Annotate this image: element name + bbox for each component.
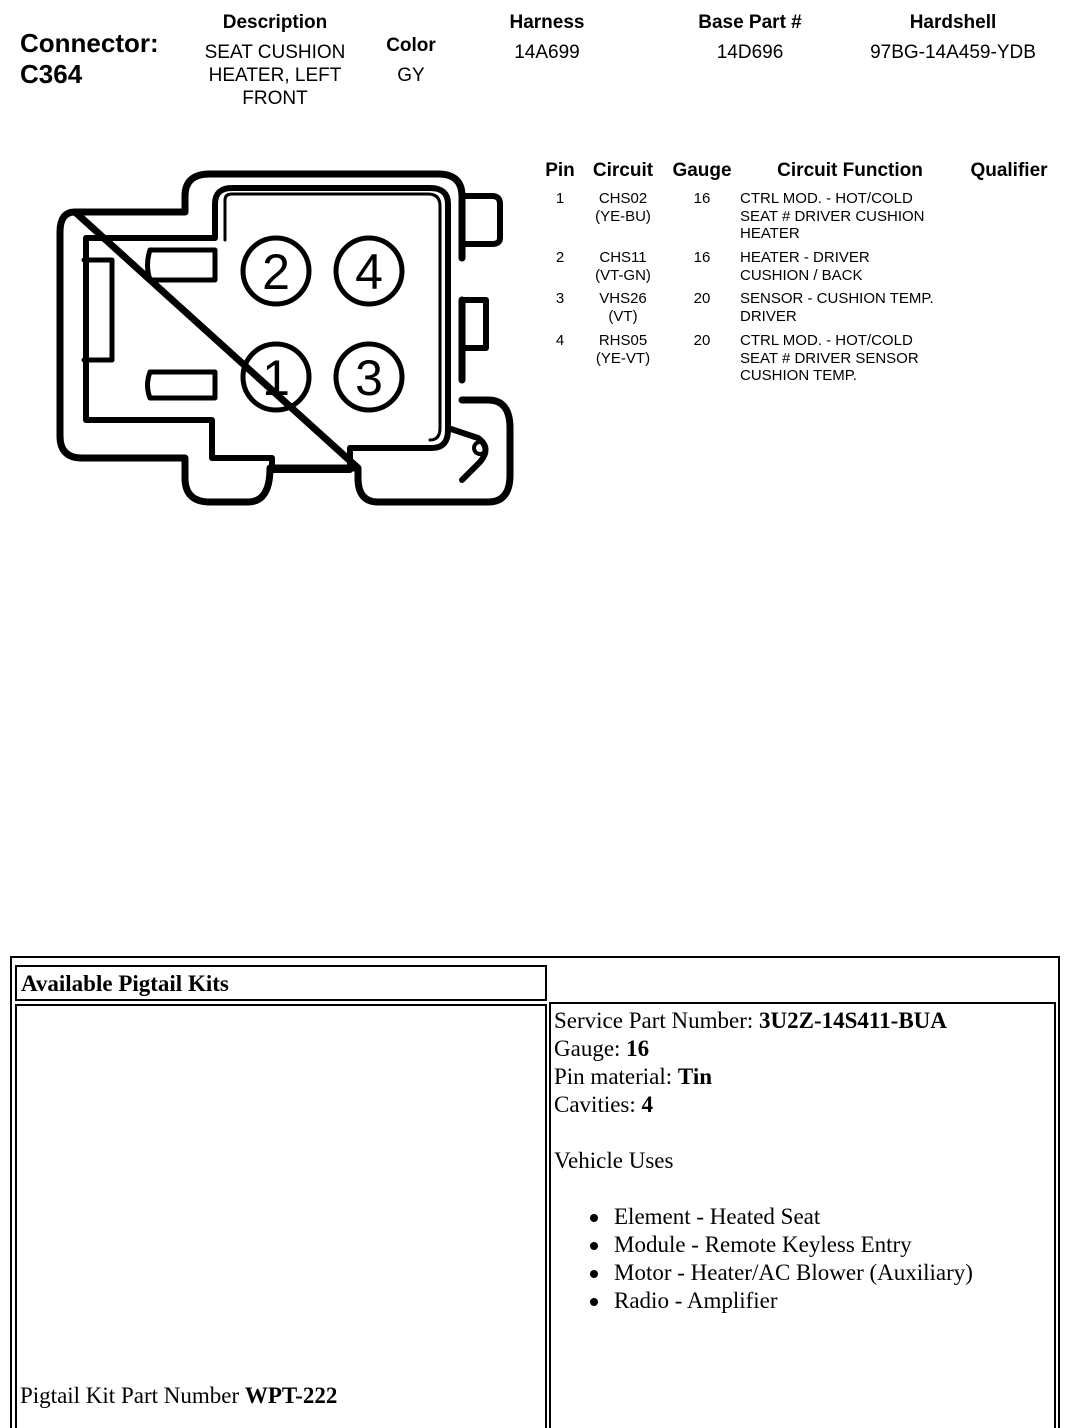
kit-part-value: WPT-222 <box>244 1383 338 1408</box>
connector-face-diagram <box>0 140 540 520</box>
function-line: HEATER - DRIVER <box>740 249 870 266</box>
pin-circuit <box>583 190 663 225</box>
color-value: GY <box>397 65 425 86</box>
list-item <box>614 1259 973 1287</box>
function-line: DRIVER <box>740 307 797 325</box>
function-line: HEATER <box>740 225 800 242</box>
function-line: CTRL MOD. - HOT/COLD <box>740 190 913 207</box>
pin-number: 2 <box>555 249 565 266</box>
pin-number: 3 <box>555 290 565 307</box>
description-line: FRONT <box>242 88 308 109</box>
bullet-icon <box>590 1270 598 1278</box>
gauge-label: Gauge: <box>554 1036 621 1061</box>
harness-header: Harness <box>509 12 585 33</box>
function-line: SEAT # DRIVER SENSOR <box>740 349 919 367</box>
housing-outer-outline <box>60 174 510 502</box>
pigtail-kits-title-cell <box>15 965 547 1001</box>
function-line: SENSOR - CUSHION TEMP. <box>740 290 934 307</box>
gauge-row <box>554 1035 973 1063</box>
left-latch <box>148 250 216 398</box>
pin-number: 1 <box>555 190 565 207</box>
connector-title <box>20 28 159 90</box>
function-line: CUSHION TEMP. <box>740 367 857 384</box>
hardshell-value: 97BG-14A459-YDB <box>870 42 1036 63</box>
base-part-value: 14D696 <box>716 42 784 63</box>
circuit-code: CHS02 <box>598 190 648 207</box>
pin-gauge: 16 <box>693 190 711 207</box>
pin-number: 4 <box>555 332 565 349</box>
pin-function <box>740 249 970 284</box>
keying-dot <box>474 442 486 454</box>
col-circuit-header: Circuit <box>592 160 654 181</box>
cavities-label: Cavities: <box>554 1092 636 1117</box>
pin-function <box>740 290 970 325</box>
pin-function <box>740 190 970 243</box>
circuit-color: (YE-VT) <box>595 349 651 367</box>
connector-id: C364 <box>20 59 83 89</box>
circuit-color: (YE-BU) <box>595 207 651 225</box>
vehicle-use-text: Element - Heated Seat <box>614 1204 821 1229</box>
spec-list <box>554 1007 973 1315</box>
pin-circuit <box>583 249 663 284</box>
function-line: CUSHION / BACK <box>740 266 863 284</box>
cavity-label-2: 2 <box>262 244 290 300</box>
list-item <box>614 1231 973 1259</box>
housing-inner-outline <box>86 188 448 470</box>
vehicle-use-text: Radio - Amplifier <box>614 1288 778 1313</box>
pin-gauge: 20 <box>693 332 711 349</box>
col-qualifier-header: Qualifier <box>970 160 1048 181</box>
list-item <box>614 1287 973 1315</box>
description-value <box>175 41 375 110</box>
list-item <box>614 1203 973 1231</box>
description-line: SEAT CUSHION <box>204 42 346 63</box>
pin-gauge: 16 <box>693 249 711 266</box>
cavity-label-3: 3 <box>355 350 383 406</box>
function-line: SEAT # DRIVER CUSHION <box>740 207 925 225</box>
col-function-header: Circuit Function <box>777 160 923 181</box>
circuit-color: (VT-GN) <box>595 266 651 284</box>
right-tab-top <box>462 196 500 244</box>
pigtail-image-cell <box>15 1004 547 1428</box>
pin-function <box>740 332 970 385</box>
cavity-label-4: 4 <box>355 244 383 300</box>
pin-material-value: Tin <box>677 1064 713 1089</box>
cavities-value: 4 <box>641 1092 654 1117</box>
harness-value: 14A699 <box>514 42 580 63</box>
pigtail-spec-cell <box>549 1002 1056 1428</box>
circuit-code: CHS11 <box>599 249 647 266</box>
base-part-header: Base Part # <box>698 12 802 33</box>
right-tab-mid <box>462 300 486 348</box>
pigtail-kit-part-number <box>20 1382 337 1410</box>
pin-material-label: Pin material: <box>554 1064 673 1089</box>
kit-part-label: Pigtail Kit Part Number <box>20 1383 240 1408</box>
pin-gauge: 20 <box>693 290 711 307</box>
col-pin-header: Pin <box>545 160 575 181</box>
circuit-code: VHS26 <box>599 290 647 307</box>
bullet-icon <box>590 1298 598 1306</box>
bullet-icon <box>590 1242 598 1250</box>
service-part-label: Service Part Number: <box>554 1008 754 1033</box>
vehicle-uses-list <box>554 1203 973 1315</box>
function-line: CTRL MOD. - HOT/COLD <box>740 332 913 349</box>
vehicle-use-text: Module - Remote Keyless Entry <box>614 1232 912 1257</box>
pin-material-row <box>554 1063 973 1091</box>
connector-label: Connector: <box>20 28 159 58</box>
bullet-icon <box>590 1214 598 1222</box>
pin-circuit <box>583 290 663 325</box>
hardshell-header: Hardshell <box>909 12 997 33</box>
description-line: HEATER, LEFT <box>208 65 342 86</box>
circuit-code: RHS05 <box>598 332 648 349</box>
cavities-row <box>554 1091 973 1119</box>
pigtail-kits-title: Available Pigtail Kits <box>21 971 229 996</box>
gauge-value: 16 <box>626 1036 650 1061</box>
pin-circuit <box>583 332 663 367</box>
circuit-color: (VT) <box>608 307 638 325</box>
service-part-value: 3U2Z-14S411-BUA <box>759 1008 947 1033</box>
description-header: Description <box>222 12 328 33</box>
vehicle-uses-label: Vehicle Uses <box>554 1148 674 1173</box>
cavity-label-1: 1 <box>262 350 290 406</box>
service-part-row <box>554 1007 973 1035</box>
color-header: Color <box>386 35 436 56</box>
col-gauge-header: Gauge <box>672 160 732 181</box>
vehicle-use-text: Motor - Heater/AC Blower (Auxiliary) <box>614 1260 973 1285</box>
